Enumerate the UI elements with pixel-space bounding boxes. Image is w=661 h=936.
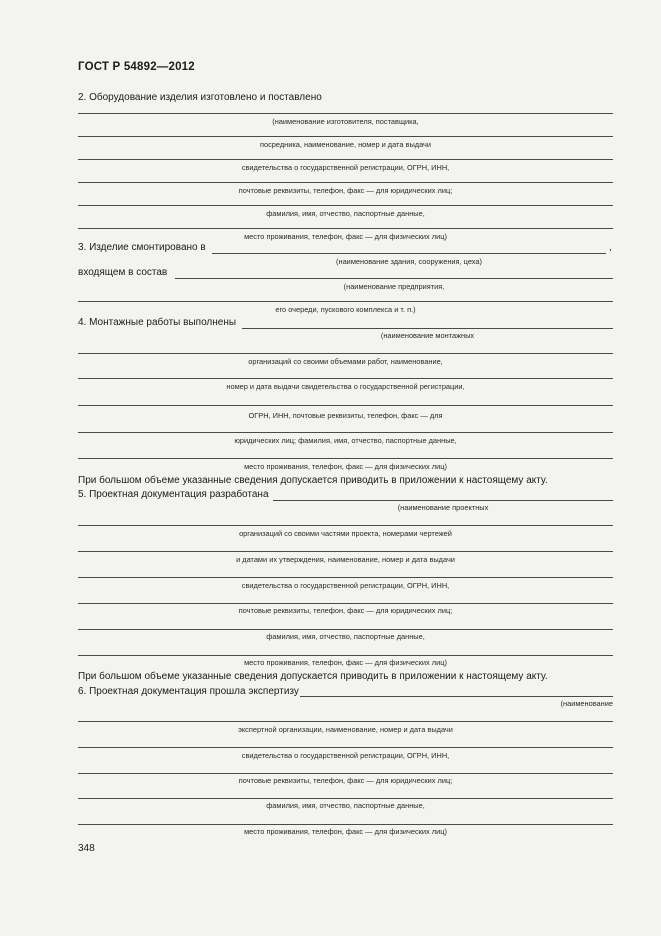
field-caption: почтовые реквизиты, телефон, факс — для юридических лиц; <box>238 186 453 195</box>
fill-line <box>78 228 613 229</box>
attachment-note: При большом объеме указанные сведения допускается приводить в приложении к настоящему акту. <box>78 475 548 486</box>
field-caption: фамилия, имя, отчество, паспортные данные, <box>266 801 425 810</box>
fill-line <box>78 798 613 799</box>
field-caption: организаций со своими объемами работ, наименование, <box>248 357 443 366</box>
fill-line <box>78 378 613 379</box>
field-caption: экспертной организации, наименование, номер и дата выдачи <box>238 725 453 734</box>
field-caption: его очереди, пускового комплекса и т. п.) <box>275 305 416 314</box>
field-caption: свидетельства о государственной регистрации, ОГРН, ИНН, <box>241 751 450 760</box>
field-caption: место проживания, телефон, факс — для физических лиц) <box>244 658 447 667</box>
field-caption: (наименование <box>560 699 613 708</box>
field-caption: номер и дата выдачи свидетельства о государственной регистрации, <box>226 382 465 391</box>
field-caption: почтовые реквизиты, телефон, факс — для юридических лиц; <box>238 606 453 615</box>
fill-line <box>78 525 613 526</box>
section-6-label: 6. Проектная документация прошла экспертизу <box>78 686 299 697</box>
comma: , <box>609 242 612 253</box>
field-caption: организаций со своими частями проекта, номерами чертежей <box>239 529 452 538</box>
fill-line <box>78 432 613 433</box>
fill-line <box>78 353 613 354</box>
field-caption: почтовые реквизиты, телефон, факс — для юридических лиц; <box>238 776 453 785</box>
field-caption: (наименование изготовителя, поставщика, <box>272 117 419 126</box>
fill-line <box>300 696 613 697</box>
fill-line <box>212 253 606 254</box>
fill-line <box>78 405 613 406</box>
fill-line <box>242 328 613 329</box>
fill-line <box>175 278 613 279</box>
fill-line <box>78 655 613 656</box>
field-caption: посредника, наименование, номер и дата выдачи <box>259 140 432 149</box>
field-caption: место проживания, телефон, факс — для физических лиц) <box>244 827 447 836</box>
field-caption: фамилия, имя, отчество, паспортные данные, <box>266 632 425 641</box>
field-caption: место проживания, телефон, факс — для физических лиц) <box>244 232 447 241</box>
fill-line <box>78 551 613 552</box>
section-3-label: 3. Изделие смонтировано в <box>78 242 206 253</box>
fill-line <box>78 182 613 183</box>
field-caption: место проживания, телефон, факс — для физических лиц) <box>244 462 447 471</box>
attachment-note: При большом объеме указанные сведения допускается приводить в приложении к настоящему акту. <box>78 671 548 682</box>
field-caption: свидетельства о государственной регистрации, ОГРН, ИНН, <box>241 163 450 172</box>
field-caption: и датами их утверждения, наименование, номер и дата выдачи <box>236 555 455 564</box>
fill-line <box>78 629 613 630</box>
page-number: 348 <box>78 843 95 854</box>
section-3-label-2: входящем в состав <box>78 267 168 278</box>
fill-line <box>78 747 613 748</box>
section-4-label: 4. Монтажные работы выполнены <box>78 317 237 328</box>
fill-line <box>78 577 613 578</box>
field-caption: юридических лиц; фамилия, имя, отчество, паспортные данные, <box>234 436 457 445</box>
fill-line <box>78 113 613 114</box>
field-caption: свидетельства о государственной регистрации, ОГРН, ИНН, <box>241 581 450 590</box>
section-5-label: 5. Проектная документация разработана <box>78 489 269 500</box>
field-caption: (наименование предприятия, <box>343 282 445 291</box>
field-caption: (наименование проектных <box>397 503 489 512</box>
fill-line <box>78 301 613 302</box>
fill-line <box>78 159 613 160</box>
fill-line <box>78 603 613 604</box>
section-2-heading: 2. Оборудование изделия изготовлено и поставлено <box>78 92 322 103</box>
fill-line <box>78 458 613 459</box>
fill-line <box>78 773 613 774</box>
fill-line <box>273 500 613 501</box>
field-caption: (наименование здания, сооружения, цеха) <box>336 257 482 266</box>
field-caption: (наименование монтажных <box>380 331 475 340</box>
field-caption: фамилия, имя, отчество, паспортные данные, <box>266 209 425 218</box>
fill-line <box>78 205 613 206</box>
document-code: ГОСТ Р 54892—2012 <box>78 61 195 73</box>
fill-line <box>78 721 613 722</box>
fill-line <box>78 824 613 825</box>
fill-line <box>78 136 613 137</box>
field-caption: ОГРН, ИНН, почтовые реквизиты, телефон, факс — для <box>248 411 443 420</box>
